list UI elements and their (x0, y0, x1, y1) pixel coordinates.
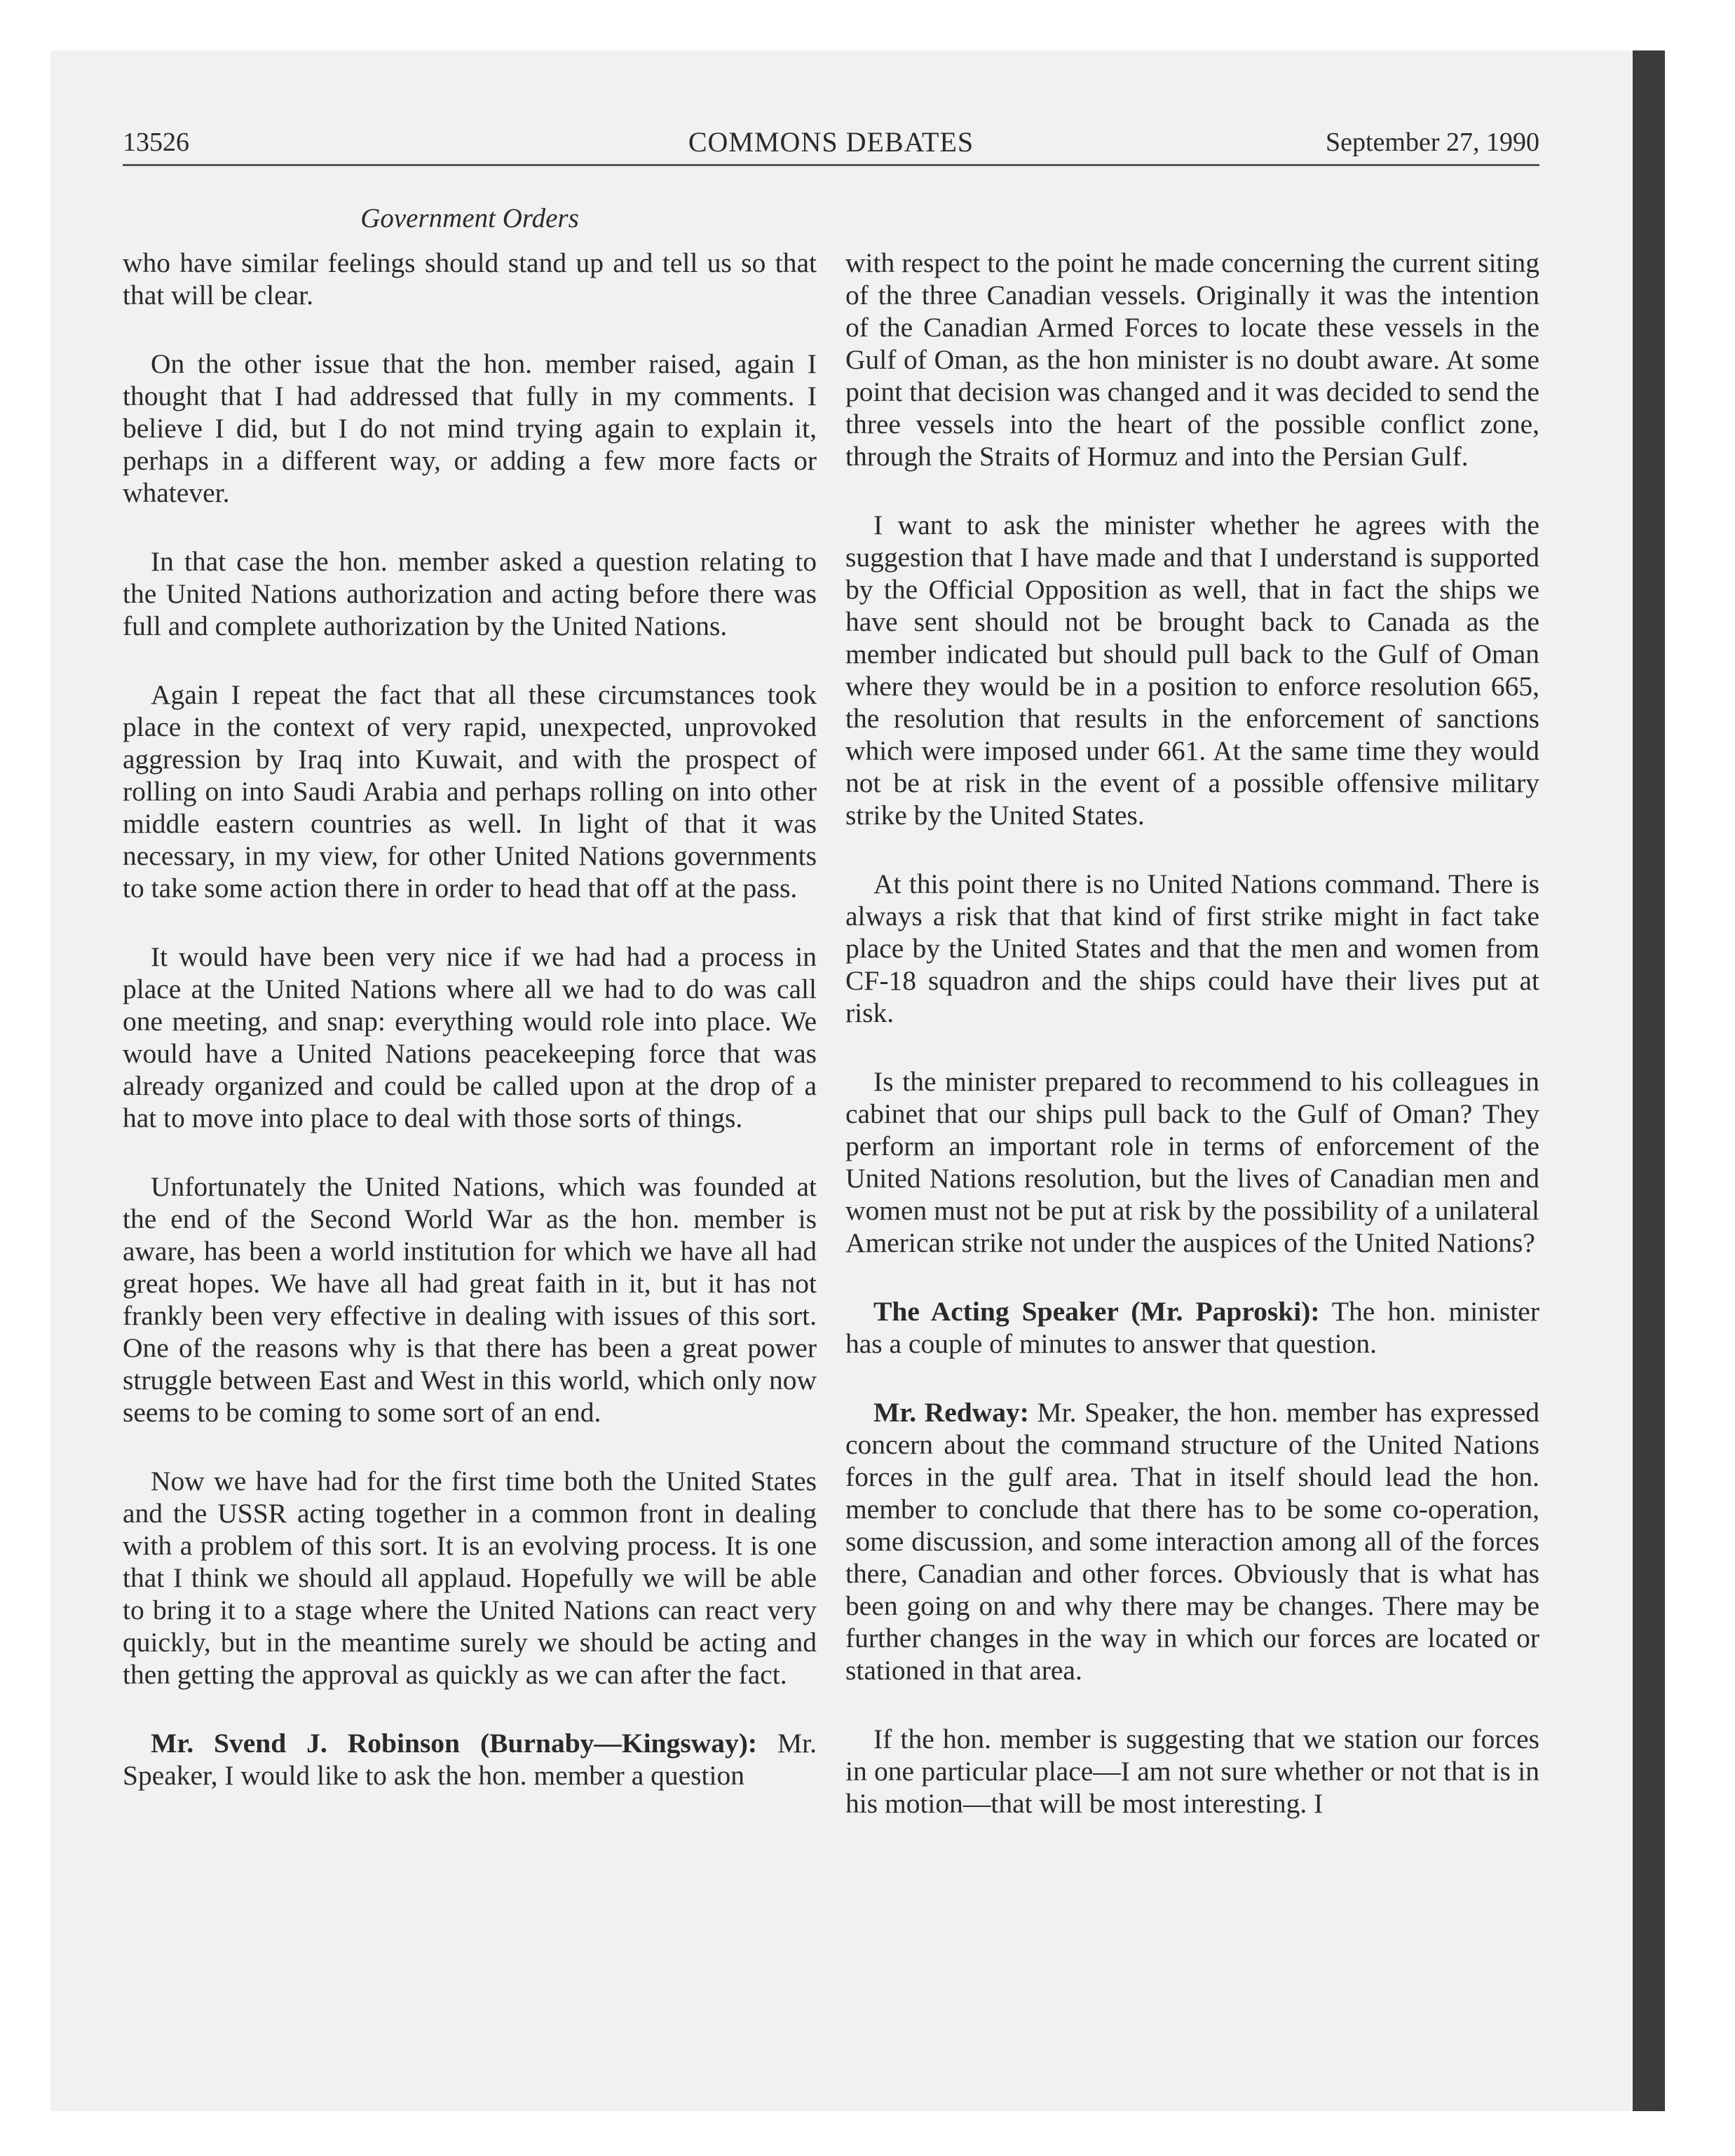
speaker-name: The Acting Speaker (Mr. Paproski): (873, 1296, 1320, 1327)
paragraph: If the hon. member is suggesting that we station our forces in one particular place—I am not sure whether or not that is in his motion—that will be most interesting. I (845, 1724, 1539, 1819)
left-column (123, 247, 817, 1828)
speaker-name: Mr. Redway: (873, 1397, 1029, 1428)
paragraph: I want to ask the minister whether he agrees with the suggestion that I have made and that I understand is supported by the Official Opposition as well, that in fact the ships we have sent should not be brought back to Canada as the member indicated but should pull back to the Gulf of Oman where they would be in a position to enforce resolution 665, the resolution that results in the enforcement of sanctions which were imposed under 661. At the same time they would not be at risk in the event of a possible offensive military strike by the United States. (845, 510, 1539, 831)
page-number: 13526 (123, 128, 189, 157)
header-rule (123, 164, 1539, 166)
paragraph: who have similar feelings should stand up and tell us so that that will be clear. (123, 247, 817, 311)
paragraph: Again I repeat the fact that all these circumstances took place in the context of very rapid, unexpected, unprovoked aggression by Iraq into Kuwait, and with the prospect of rolling on into Saudi Arabia and perhaps rolling on into other middle eastern countries as well. In light of that it was necessary, in my view, for other United Nations governments to take some action there in order to head that off at the pass. (123, 679, 817, 903)
scan-edge-shadow (1633, 50, 1665, 2111)
section-title: Government Orders (360, 203, 579, 233)
speech-text: The hon. minister has a couple of minutes to answer that question. (845, 1296, 1539, 1359)
paragraph: At this point there is no United Nations command. There is always a risk that that kind of first strike might in fact take place by the United States and that the men and women from CF-18 squadron and the ships could have their lives put at risk. (845, 868, 1539, 1028)
running-header (123, 123, 1539, 161)
speech-text: Mr. Speaker, the hon. member has expressed concern about the command structure of the United Nations forces in the gulf area. That in itself should lead the hon. member to conclude that there has to be some co-operation, some discussion, and some interaction among all of the forces there, Canadian and other forces. Obviously that is what has been going on and why there may be changes. There may be further changes in the way in which our forces are located or stationed in that area. (845, 1397, 1539, 1686)
paragraph: Now we have had for the first time both the United States and the USSR acting together in a common front in dealing with a problem of this sort. It is an evolving process. It is one that I think we should all applaud. Hopefully we will be able to bring it to a stage where the United Nations can react very quickly, but in the meantime surely we should be acting and then getting the approval as quickly as we can after the fact. (123, 1466, 817, 1690)
paragraph: In that case the hon. member asked a question relating to the United Nations authorization and acting before there was full and complete authorization by the United Nations. (123, 546, 817, 641)
paragraph: On the other issue that the hon. member raised, again I thought that I had addressed that fully in my comments. I believe I did, but I do not mind trying again to explain it, perhaps in a different way, or adding a few more facts or whatever. (123, 348, 817, 508)
right-column (845, 247, 1539, 1856)
journal-title: COMMONS DEBATES (688, 126, 974, 158)
speaker-name: Mr. Svend J. Robinson (Burnaby—Kingsway): (151, 1728, 758, 1759)
speech-text: Mr. Speaker, I would like to ask the hon. member a question (123, 1728, 817, 1791)
speech-paragraph (845, 1295, 1539, 1360)
paragraph: It would have been very nice if we had had a process in place at the United Nations where all we had to do was call one meeting, and snap: everything would role into place. We would have a United Nations peacekeeping force that was already organized and could be called upon at the drop of a hat to move into place to deal with those sorts of things. (123, 941, 817, 1133)
paragraph: Is the minister prepared to recommend to his colleagues in cabinet that our ships pull back to the Gulf of Oman? They perform an important role in terms of enforcement of the United Nations resolution, but the lives of Canadian men and women must not be put at risk by the possibility of a unilateral American strike not under the auspices of the United Nations? (845, 1066, 1539, 1258)
issue-date: September 27, 1990 (1325, 128, 1539, 157)
speech-paragraph (123, 1727, 817, 1792)
speech-paragraph (845, 1396, 1539, 1686)
paragraph: with respect to the point he made concerning the current siting of the three Canadian vessels. Originally it was the intention of the Canadian Armed Forces to locate these vessels in the Gulf of Oman, as the hon minister is no doubt aware. At some point that decision was changed and it was decided to send the three vessels into the heart of the possible conflict zone, through the Straits of Hormuz and into the Persian Gulf. (845, 247, 1539, 472)
paragraph: Unfortunately the United Nations, which was founded at the end of the Second World War as the hon. member is aware, has been a world institution for which we have all had great hopes. We have all had great faith in it, but it has not frankly been very effective in dealing with issues of this sort. One of the reasons why is that there has been a great power struggle between East and West in this world, which only now seems to be coming to some sort of an end. (123, 1171, 817, 1428)
